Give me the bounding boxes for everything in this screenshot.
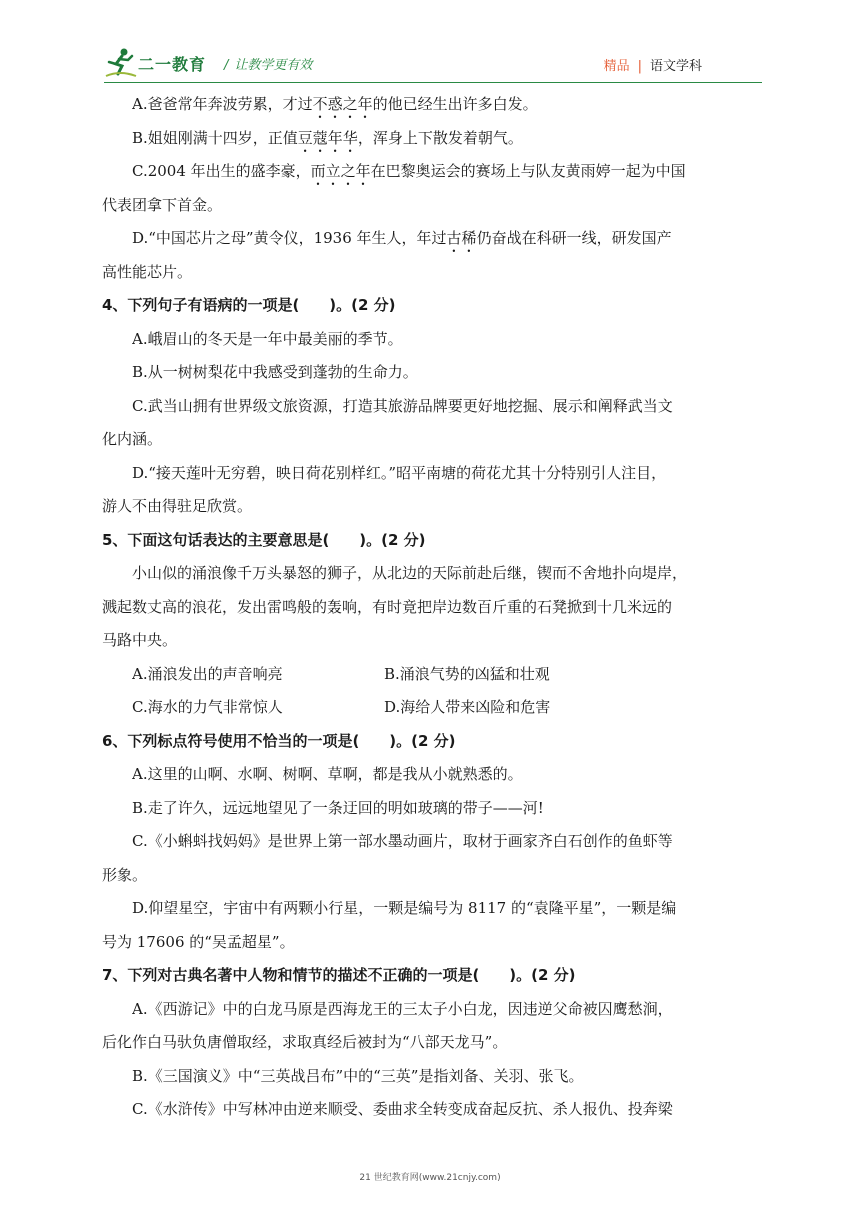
header-divider [104, 82, 762, 83]
q4-option-c: C.武当山拥有世界级文旅资源，打造其旅游品牌要更好地挖掘、展示和阐释武当文 [132, 396, 673, 415]
q3-option-d-text: D.“中国芯片之母”黄令仪，1936 年生人，年过 [132, 229, 447, 247]
q7-option-c: C.《水浒传》中写林冲由逆来顺受、委曲求全转变成奋起反抗、杀人报仇、投奔梁 [132, 1100, 673, 1118]
q7-stem: 7、下列对古典名著中人物和情节的描述不正确的一项是( )。(2 分) [102, 966, 576, 984]
q3-option-a-text: A.爸爸常年奔波劳累，才过 [132, 95, 313, 113]
q5-option-a: A.涌浪发出的声音响亮 [132, 664, 283, 683]
q5-options-row-1 [132, 658, 764, 692]
q3-option-c-emphasis: 而立之年 [310, 162, 371, 180]
slogan [224, 54, 312, 73]
subject-tag [604, 55, 702, 74]
q6-option-c-continued: 形象。 [102, 865, 148, 884]
runner-logo-icon [104, 46, 138, 80]
q6-option-c: C.《小蝌蚪找妈妈》是世界上第一部水墨动画片，取材于画家齐白石创作的鱼虾等 [132, 832, 673, 850]
q4-option-b: B.从一树树梨花中我感受到蓬勃的生命力。 [132, 363, 418, 381]
q3-option-c-tail: 在巴黎奥运会的赛场上与队友黄雨婷一起为中国 [370, 162, 686, 180]
q5-options-row-2 [132, 691, 764, 725]
q3-option-d-tail: 仍奋战在科研一线，研发国产 [476, 229, 672, 247]
q5-passage-line-2: 溅起数丈高的浪花，发出雷鸣般的轰响，有时竟把岸边数百斤重的石凳掀到十几米远的 [102, 597, 673, 616]
q6-option-d: D.仰望星空，宇宙中有两颗小行星，一颗是编号为 8117 的“袁隆平星”，一颗是编 [132, 899, 677, 917]
tag-separator: | [637, 59, 642, 74]
page-footer: 21 世纪教育网(www.21cnjy.com) [359, 1173, 501, 1183]
q3-option-c [132, 155, 764, 189]
q5-option-b: B.涌浪气势的凶猛和壮观 [384, 664, 550, 683]
q3-option-b-tail: ，浑身上下散发着朝气。 [357, 128, 523, 147]
logo-text: 二一教育 [138, 55, 207, 74]
q7-option-b: B.《三国演义》中“三英战吕布”中的“三英”是指刘备、关羽、张飞。 [132, 1066, 584, 1085]
q5-passage-line-3: 马路中央。 [102, 631, 178, 649]
q6-option-d-continued: 号为 17606 的“吴孟超星”。 [102, 932, 295, 951]
q3-option-d-emphasis: 古稀 [446, 229, 477, 247]
q4-option-d-continued: 游人不由得驻足欣赏。 [102, 497, 253, 515]
q7-option-a: A.《西游记》中的白龙马原是西海龙王的三太子小白龙，因违逆父命被囚鹰愁涧， [132, 999, 673, 1018]
q4-option-a: A.峨眉山的冬天是一年中最美丽的季节。 [132, 329, 403, 348]
q3-option-b-emphasis: 豆蔻年华 [297, 128, 358, 147]
q5-stem: 5、下面这句话表达的主要意思是( )。(2 分) [102, 530, 426, 549]
q3-option-b [132, 122, 764, 156]
brand-logo [104, 46, 224, 80]
subject-label: 语文学科 [649, 59, 702, 74]
q3-option-b-text: B.姐姐刚满十四岁，正值 [132, 128, 298, 147]
q3-option-c-continued: 代表团拿下首金。 [102, 195, 223, 214]
slogan-text: 让教学更有效 [234, 58, 313, 73]
q3-option-c-text: C.2004 年出生的盛李豪， [132, 162, 311, 180]
q4-option-c-continued: 化内涵。 [102, 430, 163, 448]
document-body [102, 88, 764, 1127]
page-header [0, 0, 860, 86]
q3-option-d [132, 222, 764, 256]
premium-tag: 精品 [603, 59, 630, 74]
q5-option-d: D.海给人带来凶险和危害 [384, 698, 551, 716]
q7-option-a-continued: 后化作白马驮负唐僧取经，求取真经后被封为“八部天龙马”。 [102, 1033, 508, 1051]
q5-passage-line-1: 小山似的涌浪像千万头暴怒的狮子，从北边的天际前赴后继，锲而不舍地扑向堤岸， [132, 564, 688, 582]
q6-option-b: B.走了许久，远远地望见了一条迂回的明如玻璃的带子——河! [132, 798, 544, 817]
q5-option-c: C.海水的力气非常惊人 [132, 698, 283, 716]
q4-option-d: D.“接天莲叶无穷碧，映日荷花别样红。”昭平南塘的荷花尤其十分特别引人注目， [132, 463, 667, 482]
q4-stem: 4、下列句子有语病的一项是( )。(2 分) [102, 296, 396, 314]
q6-option-a: A.这里的山啊、水啊、树啊、草啊，都是我从小就熟悉的。 [132, 765, 523, 783]
q3-option-a [132, 88, 764, 122]
q6-stem: 6、下列标点符号使用不恰当的一项是( )。(2 分) [102, 731, 456, 750]
q3-option-d-continued: 高性能芯片。 [102, 262, 193, 281]
q3-option-a-emphasis: 不惑之年 [312, 95, 373, 113]
slogan-separator: / [224, 58, 229, 73]
q3-option-a-tail: 的他已经生出许多白发。 [372, 95, 538, 113]
